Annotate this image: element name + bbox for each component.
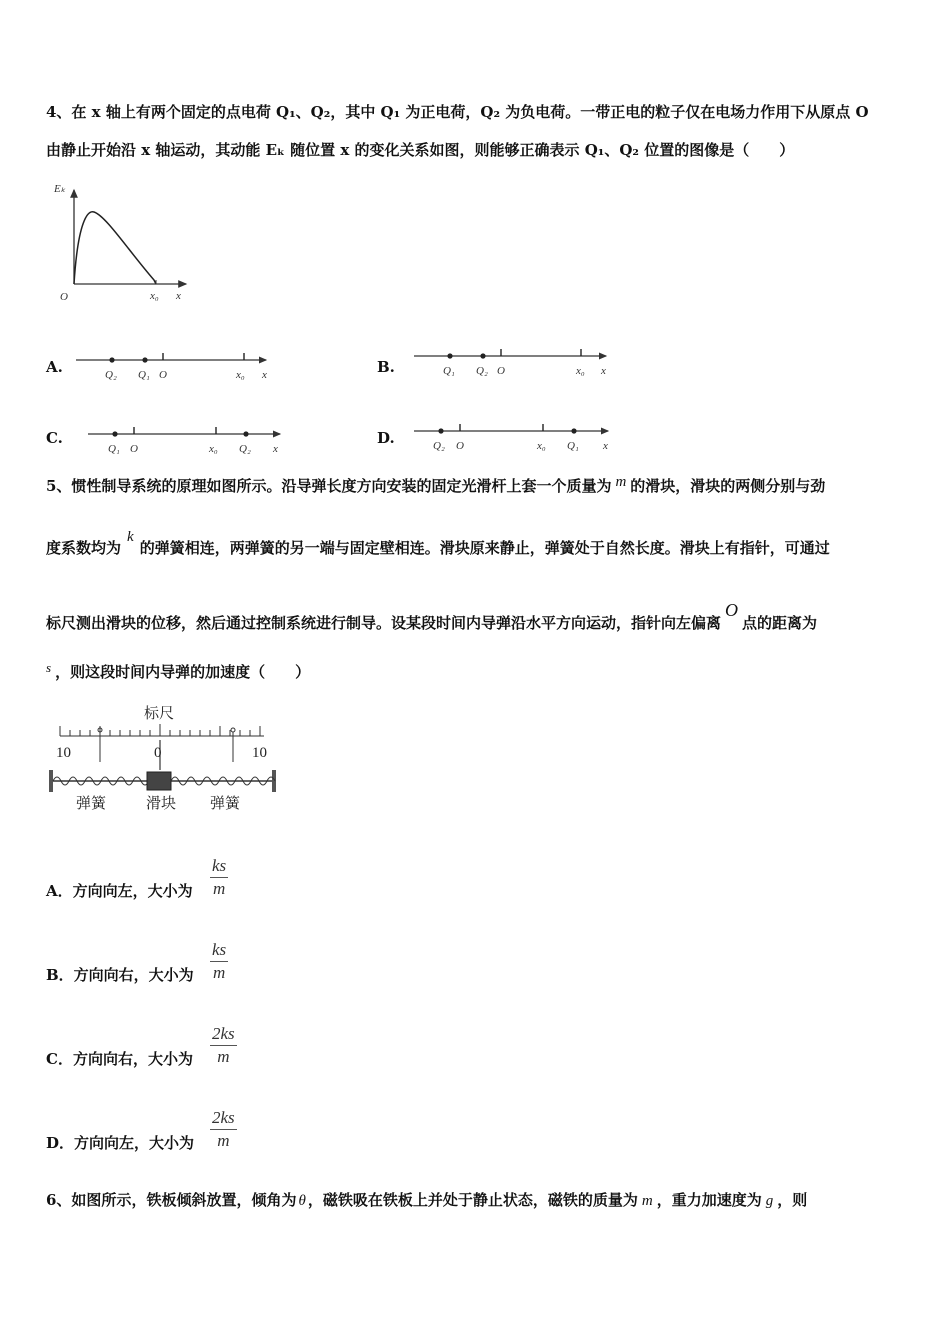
option-d-denominator: m	[217, 1131, 230, 1150]
q5-k-symbol: k	[127, 529, 134, 545]
q4-option-a-label: A.	[46, 358, 63, 376]
ek-x0-label: x₀	[150, 290, 159, 302]
option-d-label-2: O	[456, 440, 464, 452]
option-d-q2-dot	[438, 428, 443, 433]
scale-ticks	[60, 724, 260, 736]
q4-option-c-label: C.	[46, 429, 63, 447]
option-d-q1-dot	[571, 428, 576, 433]
q5-option-a-label: A．方向向左，大小为	[46, 882, 193, 900]
option-b-q2-dot	[480, 353, 485, 358]
option-b-denominator: m	[212, 963, 226, 982]
q5-line-2	[46, 529, 830, 559]
q6-mass-symbol: m	[641, 1193, 653, 1209]
q4-line-2: 由静止开始沿 x 轴运动，其动能 Eₖ 随位置 x 的变化关系如图，则能够正确表示 Q₁、Q₂ 位置的图像是（ ）	[46, 141, 795, 159]
option-b-label-5: x	[601, 365, 606, 377]
option-b-label-3: O	[497, 365, 505, 377]
q5-option-c-label: C．方向向右，大小为	[46, 1050, 193, 1068]
q4-option-d-label: D.	[377, 429, 395, 447]
q5-mass-symbol: m	[615, 474, 627, 490]
q6-g-symbol: g	[765, 1193, 774, 1209]
q5-option-c-fraction	[210, 1024, 237, 1067]
option-c-q1-dot	[112, 431, 117, 436]
slider-block	[147, 772, 171, 790]
right-wall	[272, 770, 276, 792]
q5-o-symbol: O	[725, 600, 739, 620]
ek-xlabel: x	[176, 290, 181, 302]
option-c-label-3: x₀	[209, 443, 218, 455]
q5-option-b-label: B．方向向右，大小为	[46, 966, 194, 984]
option-d-numerator: 2ks	[210, 1108, 237, 1130]
option-b-numerator: ks	[210, 940, 228, 962]
q5-line-2b: 的弹簧相连，两弹簧的另一端与固定壁相连。滑块原来静止，弹簧处于自然长度。滑块上有指针，可通过	[139, 539, 830, 557]
option-c-label-5: x	[273, 443, 278, 455]
option-b-label-1: Q₁	[443, 365, 455, 377]
q4-option-b-label: B.	[377, 358, 395, 376]
q5-option-a-fraction	[210, 856, 228, 899]
option-d-label-1: Q₂	[433, 440, 445, 452]
q6-theta-symbol: θ	[298, 1193, 306, 1209]
q5-line-4-text: ，则这段时间内导弹的加速度（ ）	[55, 663, 311, 681]
q6-line-1c: ，重力加速度为	[656, 1191, 762, 1209]
q5-figure	[46, 700, 286, 818]
q4-option-c-axis	[88, 422, 288, 458]
scale-right-pin	[231, 728, 235, 732]
q5-option-d-fraction	[210, 1108, 237, 1151]
q5-line-1a: 5、惯性制导系统的原理如图所示。沿导弹长度方向安装的固定光滑杆上套一个质量为	[46, 477, 612, 495]
spring-right-label: 弹簧	[210, 794, 241, 812]
q5-line-3b: 点的距离为	[742, 614, 818, 632]
option-a-q2-dot	[109, 357, 114, 362]
left-wall	[49, 770, 53, 792]
option-a-numerator: ks	[210, 856, 228, 878]
option-c-label-2: O	[130, 443, 138, 455]
q5-option-d-label: D．方向向左，大小为	[46, 1134, 195, 1152]
q5-line-1b: 的滑块，滑块的两侧分别与劲	[630, 477, 826, 495]
option-b-label-2: Q₂	[476, 365, 488, 377]
option-a-label-5: x	[262, 369, 267, 381]
ek-ylabel: Eₖ	[54, 183, 66, 195]
q4-line-1: 4、在 x 轴上有两个固定的点电荷 Q₁、Q₂，其中 Q₁ 为正电荷，Q₂ 为负电荷。一带正电的粒子仅在电场力作用下从原点 O	[46, 103, 869, 121]
q6-line-1a: 6、如图所示，铁板倾斜放置，倾角为	[46, 1191, 297, 1209]
block-label: 滑块	[146, 794, 177, 812]
q5-line-4	[46, 662, 310, 683]
q6-line-1	[46, 1190, 807, 1211]
q4-option-b-axis	[414, 344, 614, 380]
option-a-denominator: m	[212, 879, 226, 898]
q4-option-a-axis	[76, 348, 276, 384]
q5-line-3a: 标尺测出滑块的位移，然后通过控制系统进行制导。设某段时间内导弹沿水平方向运动，指针向左偏离	[46, 614, 722, 632]
q5-line-2a: 度系数均为	[46, 539, 122, 557]
scale-title: 标尺	[144, 704, 175, 722]
option-d-label-3: x₀	[537, 440, 546, 452]
option-a-q1-dot	[142, 357, 147, 362]
option-c-denominator: m	[217, 1047, 230, 1066]
option-b-label-4: x₀	[576, 365, 585, 377]
option-c-label-1: Q₁	[108, 443, 120, 455]
option-c-q2-dot	[243, 431, 248, 436]
q5-s-symbol: s	[46, 660, 52, 675]
q4-ek-graph	[48, 180, 198, 310]
q5-line-3	[46, 600, 818, 633]
option-d-label-4: Q₁	[567, 440, 579, 452]
q5-line-1	[46, 476, 825, 497]
scale-right-number: 10	[252, 745, 267, 761]
option-a-label-3: O	[159, 369, 167, 381]
option-a-label-4: x₀	[236, 369, 245, 381]
scale-left-number: 10	[56, 745, 71, 761]
ek-curve	[74, 212, 156, 284]
q6-line-1d: ，则	[777, 1191, 808, 1209]
option-d-label-5: x	[603, 440, 608, 452]
option-a-label-1: Q₂	[105, 369, 117, 381]
q6-line-1b: ，磁铁吸在铁板上并处于静止状态，磁铁的质量为	[307, 1191, 638, 1209]
spring-left-label: 弹簧	[76, 794, 107, 812]
ek-origin-label: O	[60, 291, 68, 303]
q5-option-b-fraction	[210, 940, 228, 983]
scale-center-number: 0	[154, 745, 162, 761]
option-c-label-4: Q₂	[239, 443, 251, 455]
option-a-label-2: Q₁	[138, 369, 150, 381]
q4-option-d-axis	[414, 419, 614, 455]
option-c-numerator: 2ks	[210, 1024, 237, 1046]
option-b-q1-dot	[447, 353, 452, 358]
